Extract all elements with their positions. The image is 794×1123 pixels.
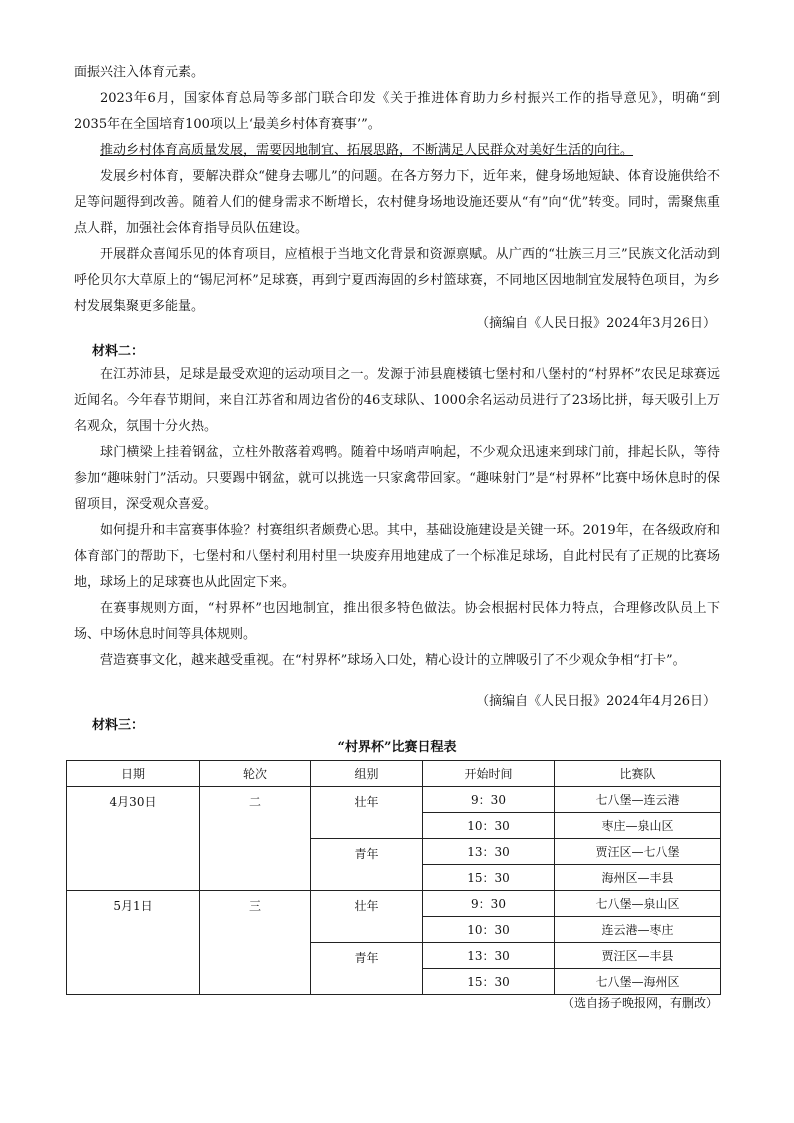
teams-cell: 连云港—枣庄 (555, 917, 721, 943)
teams-cell: 七八堡—连云港 (555, 787, 721, 813)
header-cell: 比赛队 (555, 761, 721, 787)
header-cell: 日期 (67, 761, 200, 787)
paragraph: 发展乡村体育，要解决群众“健身去哪儿”的问题。在各方努力下，近年来，健身场地短缺、体育设施供给不足等问题得到改善。随着人们的健身需求不断增长，农村健身场地设施还要从“有”向“优”转变。同时，需聚焦重点人群，加强社会体育指导员队伍建设。 (74, 169, 720, 236)
paragraph: 如何提升和丰富赛事体验？村赛组织者颇费心思。其中，基础设施建设是关键一环。2019年，在各级政府和体育部门的帮助下，七堡村和八堡村利用村里一块废弃用地建成了一个标准足球场，自此村民有了正规的比赛场地，球场上的足球赛也从此固定下来。 (74, 523, 720, 590)
time-cell: 9：30 (423, 787, 555, 813)
material-2-heading: 材料二： (92, 344, 145, 359)
date-cell: 4月30日 (67, 787, 200, 891)
time-cell: 9：30 (423, 891, 555, 917)
paragraph: 在赛事规则方面，“村界杯”也因地制宜，推出很多特色做法。协会根据村民体力特点，合理修改队员上下场、中场休息时间等具体规则。 (74, 601, 720, 642)
paragraph: 2023年6月，国家体育总局等多部门联合印发《关于推进体育助力乡村振兴工作的指导意见》，明确“到2035年在全国培育100项以上‘最美乡村体育赛事’”。 (74, 91, 720, 132)
teams-cell: 七八堡—泉山区 (555, 891, 721, 917)
table-row (67, 891, 721, 917)
material-3-heading: 材料三： (92, 718, 145, 733)
paragraph: 在江苏沛县，足球是最受欢迎的运动项目之一。发源于沛县鹿楼镇七堡村和八堡村的“村界杯”农民足球赛远近闻名。今年春节期间，来自江苏省和周边省份的46支球队、1000余名运动员进行了23场比拼，每天吸引上万名观众，氛围十分火热。 (74, 367, 720, 434)
teams-cell: 海州区—丰县 (555, 865, 721, 891)
round-cell: 三 (200, 891, 311, 995)
table-source-note: （选自扬子晚报网，有删改） (561, 996, 718, 1010)
teams-cell: 七八堡—海州区 (555, 969, 721, 995)
group-cell: 壮年 (311, 787, 423, 839)
date-cell: 5月1日 (67, 891, 200, 995)
time-cell: 15：30 (423, 865, 555, 891)
header-cell: 开始时间 (423, 761, 555, 787)
source-citation: （摘编自《人民日报》2024年3月26日） (476, 316, 716, 331)
group-cell: 壮年 (311, 891, 423, 943)
paragraph: 球门横梁上挂着钢盆，立柱外散落着鸡鸭。随着中场哨声响起，不少观众迅速来到球门前，排起长队，等待参加“趣味射门”活动。只要踢中钢盆，就可以挑选一只家禽带回家。“趣味射门”是“村界杯”比赛中场休息时的保留项目，深受观众喜爱。 (74, 445, 720, 512)
source-citation: （摘编自《人民日报》2024年4月26日） (476, 694, 716, 709)
teams-cell: 枣庄—泉山区 (555, 813, 721, 839)
paragraph-underlined: 推动乡村体育高质量发展，需要因地制宜、拓展思路，不断满足人民群众对美好生活的向往。 (100, 143, 634, 158)
teams-cell: 贾汪区—七八堡 (555, 839, 721, 865)
time-cell: 13：30 (423, 943, 555, 969)
time-cell: 13：30 (423, 839, 555, 865)
time-cell: 10：30 (423, 813, 555, 839)
table-header-row (67, 761, 721, 787)
paragraph: 面振兴注入体育元素。 (74, 65, 205, 80)
teams-cell: 贾汪区—丰县 (555, 943, 721, 969)
time-cell: 15：30 (423, 969, 555, 995)
header-cell: 组别 (311, 761, 423, 787)
schedule-table (66, 760, 721, 995)
paragraph: 开展群众喜闻乐见的体育项目，应植根于当地文化背景和资源禀赋。从广西的“壮族三月三”民族文化活动到呼伦贝尔大草原上的“锡尼河杯”足球赛，再到宁夏西海固的乡村篮球赛，不同地区因地制宜发展特色项目，为乡村发展集聚更多能量。 (74, 247, 720, 314)
round-cell: 二 (200, 787, 311, 891)
group-cell: 青年 (311, 839, 423, 891)
header-cell: 轮次 (200, 761, 311, 787)
time-cell: 10：30 (423, 917, 555, 943)
paragraph: 营造赛事文化，越来越受重视。在“村界杯”球场入口处，精心设计的立牌吸引了不少观众争相“打卡”。 (100, 653, 686, 668)
table-title: “村界杯”比赛日程表 (337, 740, 457, 755)
table-row (67, 787, 721, 813)
group-cell: 青年 (311, 943, 423, 995)
